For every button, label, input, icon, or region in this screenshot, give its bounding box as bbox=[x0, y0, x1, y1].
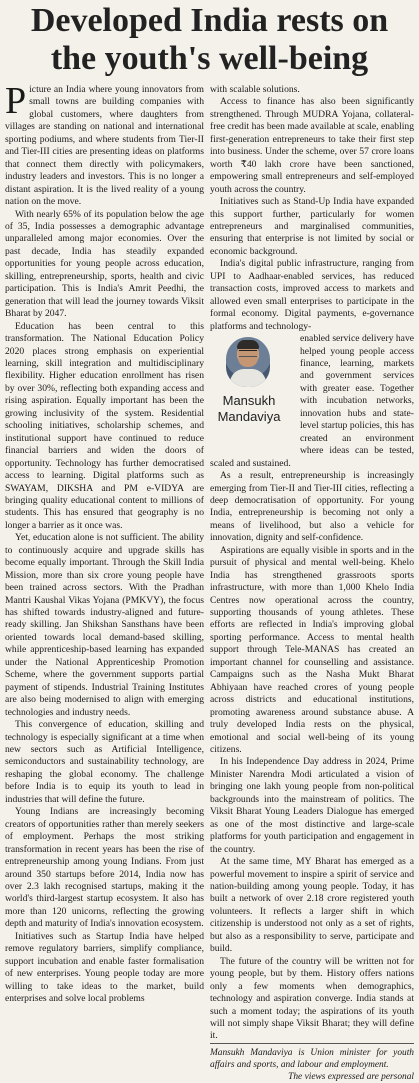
body-paragraph: At the same time, MY Bharat has emerged as a powerful movement to inspire a spirit of service and nation-building among young people. Today, it has built a network of over 2.18 crore registered youth volunteers. It reflects a larger shift in which citizenship is understood not only as a set of rights, but also as a responsibility to serve, participate and build. bbox=[210, 856, 414, 955]
author-inset bbox=[198, 335, 294, 450]
body-paragraph: Education has been central to this transformation. The National Education Policy 2020 places strong emphasis on experiential learning, skill integration and multidisciplinary flexibility. Higher education enrollment has risen by over 30%, reflecting both expanding access and rising aspiration. Equally important has been the growing inclusivity of the system. Residential schooling initiatives, scholarship schemes, and institutional support have continued to reduce financial barriers and widen the doors of opportunity. Technology has further democratised access to learning. Digital platforms such as SWAYAM, DIKSHA and PM e-VIDYA are bringing quality educational content to millions of students. This has ensured that geography is no longer a barrier as it once was. bbox=[5, 320, 204, 531]
author-photo bbox=[226, 337, 270, 387]
body-paragraph: with scalable solutions. bbox=[210, 84, 300, 95]
body-paragraph: This convergence of education, skilling and technology is especially significant at a time when new sectors such as Artificial Intelligence, semiconductors and sustainability technology, are reshaping the global economy. The challenge before India is to equip its youth to lead in industries that will define the future. bbox=[5, 719, 204, 805]
body-paragraph: The future of the country will be written not for young people, but by them. History offers nations only a few moments when demographics, technology and aspiration converge. India stands at such a moment today; the aspirations of its youth will not simply shape Viksit Bharat; they will define it. bbox=[210, 955, 414, 1042]
disclaimer-note: The views expressed are personal bbox=[288, 1071, 414, 1082]
body-paragraph: Access to finance has also been significantly strengthened. Through MUDRA Yojana, collateral-free credit has been made available at scale, enabling first-generation entrepreneurs to take their first step into business. Under the scheme, over 57 crore loans worth ₹40 lakh crore have been sanctioned, empowering small entrepreneurs and self-employed youth across the country. bbox=[210, 96, 414, 195]
body-paragraph: With nearly 65% of its population below the age of 35, India possesses a demographic advantage unparalleled among major economies. Over the past decade, India has steadily expanded opportunities for young people across education, skilling, entrepreneurship, sports, health and civic participation. This is India's Amrit Peedhi, the generation that will lead the journey towards Viksit Bharat by 2047. bbox=[5, 208, 204, 320]
right-column bbox=[210, 84, 414, 1083]
opening-paragraph-text: icture an India where young innovators from small towns are building companies with global customers, where daughters from villages are standing on national and international sporting podiums, and where students from Tier-II and Tier-III cities are presenting ideas on platforms that connect them directly with policymakers, industry leaders and investors. This is no longer a distant aspiration. It is the lived reality of a young nation on the move. bbox=[5, 84, 204, 208]
body-paragraph: As a result, entrepreneurship is increasingly emerging from Tier-II and Tier-III cities, reflecting a deep democratisation of opportunity. For young India, entrepreneurship is becoming not only a means of livelihood, but also a vehicle for innovation, dignity and self-confidence. bbox=[210, 470, 414, 544]
author-first-name: Mansukh bbox=[222, 393, 276, 409]
author-bio-text: Mansukh Mandaviya is Union minister for youth affairs and sports, and labour and employment. bbox=[210, 1047, 414, 1070]
body-paragraph: Yet, education alone is not sufficient. The ability to continuously acquire and upgrade skills has become equally important. Through the Skill India Mission, more than six crore young people have been trained across sectors. With the Pradhan Mantri Kaushal Vikas Yojana (PMKVY), the focus has shifted towards industry-aligned and future-ready skilling. Jan Shikshan Sansthans have been oriented towards local demand-based skilling, while apprenticeship-based learning has expanded under the National Apprenticeship Promotion Scheme, where the government supports partial payment of stipends. Industrial Training Institutes are also being modernised to align with emerging technologies and industry needs. bbox=[5, 532, 204, 718]
opening-paragraph bbox=[5, 80, 204, 209]
body-paragraph: In his Independence Day address in 2024, Prime Minister Narendra Modi articulated a vision of bringing one lakh young people from non-political backgrounds into the mainstream of politics. The Viksit Bharat Young Leaders Dialogue has emerged as one of the most distinctive and large-scale platforms for youth participation and engagement in the country. bbox=[210, 756, 414, 855]
author-last-name: Mandaviya bbox=[217, 409, 281, 425]
author-name bbox=[206, 393, 292, 425]
body-paragraph: Young Indians are increasingly becoming creators of opportunities rather than merely seekers of employment. Perhaps the most striking transformation in recent years has been the rise of entrepreneurship among young Indians. From just around 350 startups before 2014, India now has over 2.3 lakh recognised startups, making it the world's third-largest startup ecosystem. It also has more than 120 unicorns, reflecting the growing depth and maturity of India's innovation ecosystem. bbox=[5, 806, 204, 930]
body-paragraph: Aspirations are equally visible in sports and in the pursuit of physical and mental well-being. Khelo India has strengthened grassroots sports infrastructure, with more than 1,000 Khelo India Centres now operational across the country, supporting thousands of young athletes. These efforts are reflected in India's improving global sporting performance. Access to mental health support through Tele-MANAS has created an important channel for counselling and assistance. Campaigns such as the Nasha Mukt Bharat Abhiyaan have reached crores of young people across districts and educational institutions, promoting awareness around substance abuse. A truly developed India rests on the physical, emotional and social well-being of its young citizens. bbox=[210, 544, 414, 756]
author-bio bbox=[210, 1043, 414, 1083]
left-column bbox=[5, 80, 204, 1006]
body-paragraph: India's digital public infrastructure, ranging from UPI to Aadhaar-enabled services, has reduced transaction costs, improved access to markets and allowed even small enterprises to participate in the formal economy. Digital payments, e-governance platforms and technology- bbox=[210, 258, 414, 332]
drop-cap: P bbox=[5, 80, 27, 122]
body-paragraph: Initiatives such as Stand-Up India have expanded this support further, particularly for women entrepreneurs and marginalised communities, ensuring that enterprise is not limited by social or economic background. bbox=[210, 196, 414, 257]
body-paragraph: enabled service delivery have helped young people access finance, learning, markets and government services with greater ease. Together with incubation networks, innovation hubs and state-level startup policies, this has created an environment where ideas can be tested, scaled and sustained. bbox=[210, 333, 414, 469]
body-paragraph: Initiatives such as Startup India have helped remove regulatory barriers, simplify compliance, support incubation and enable faster formalisation of new enterprises. Young people today are more willing to take ideas to the market, build enterprises and solve local problems bbox=[5, 930, 204, 1005]
article-headline: Developed India rests on the youth's well-being bbox=[30, 2, 389, 77]
